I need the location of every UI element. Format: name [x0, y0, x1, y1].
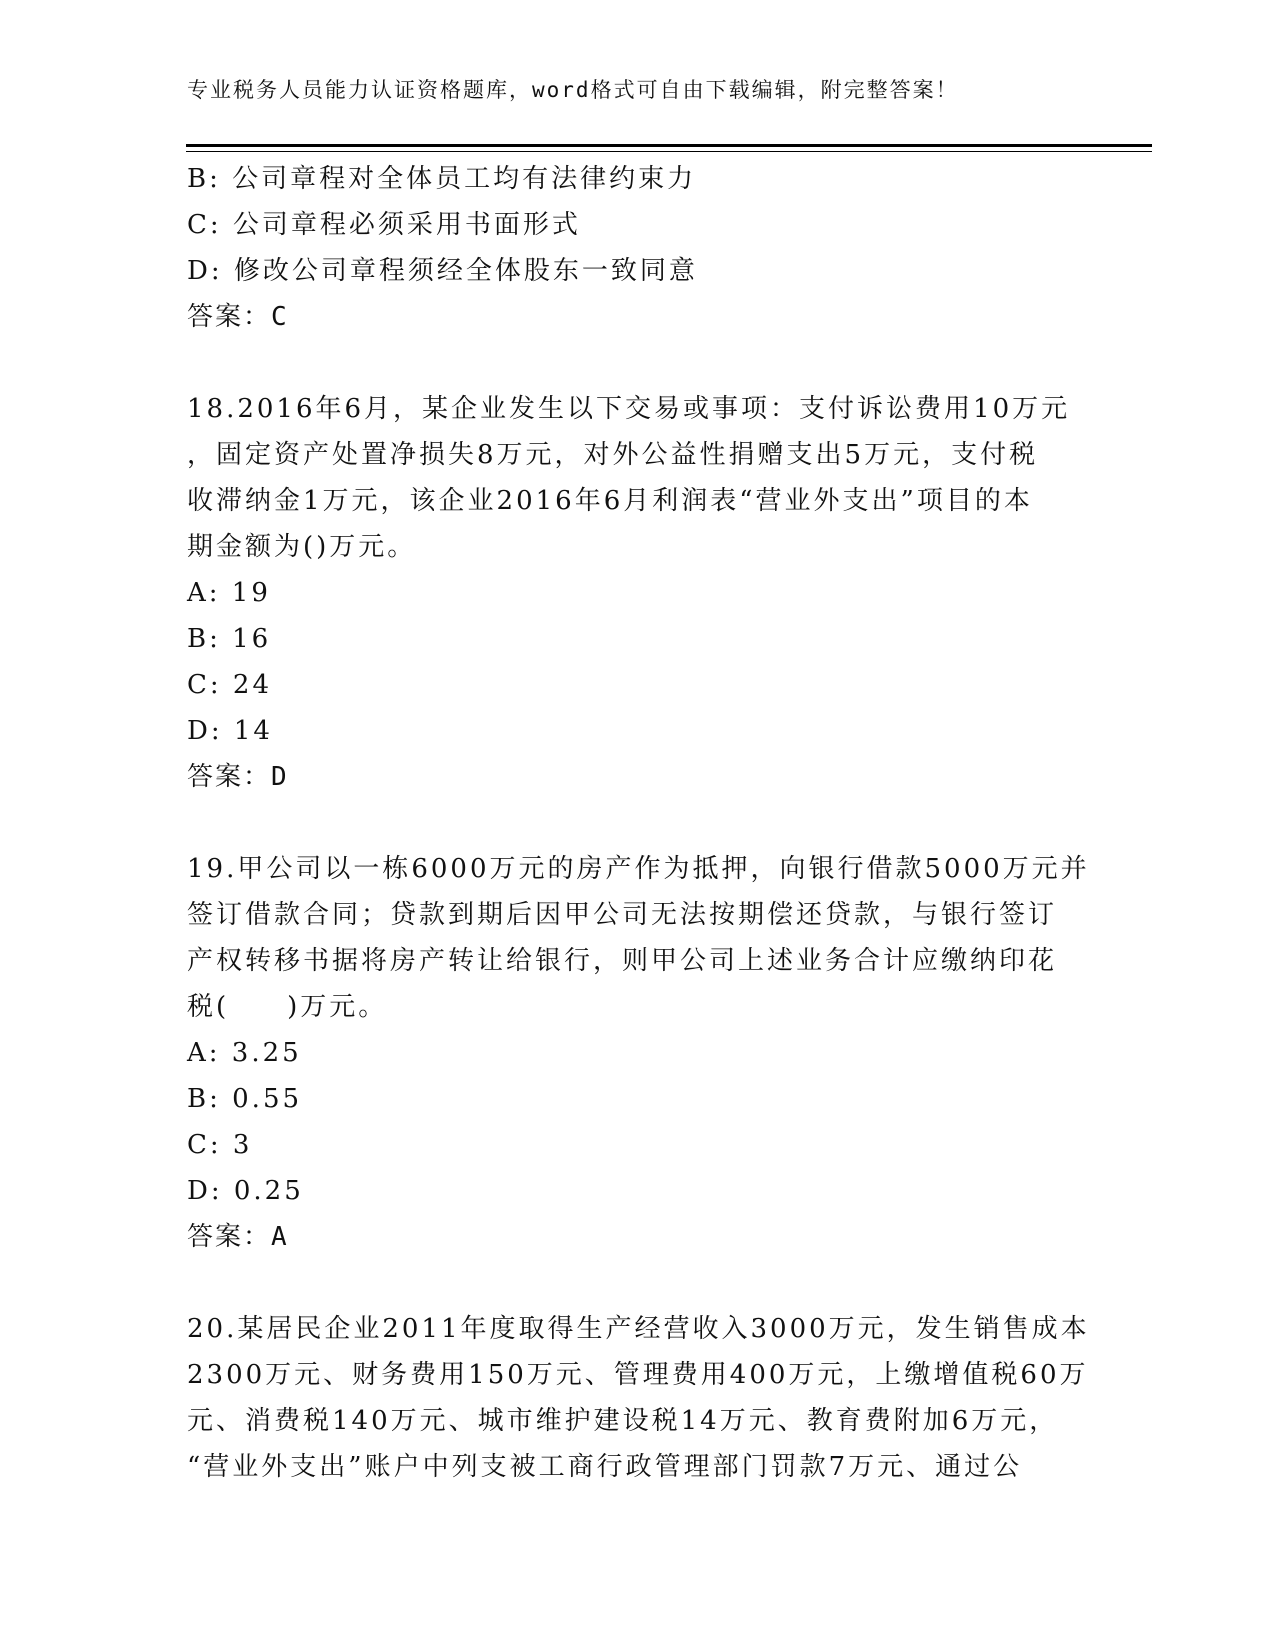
question-text-line: 税( )万元。 — [187, 992, 388, 1022]
question-text-line: 2300万元、财务费用150万元、管理费用400万元，上缴增值税60万 — [187, 1360, 1089, 1390]
question-text-line: 元、消费税140万元、城市维护建设税14万元、教育费附加6万元， — [187, 1406, 1059, 1436]
option-b: B: 0.55 — [187, 1084, 303, 1114]
answer-line: 答案：C — [187, 302, 289, 332]
question-content — [187, 156, 1090, 1490]
answer-line: 答案：A — [187, 1222, 289, 1252]
option-c: C: 24 — [187, 670, 273, 700]
question-text-line: 签订借款合同；贷款到期后因甲公司无法按期偿还贷款，与银行签订 — [187, 900, 1058, 930]
option-d: D: 0.25 — [187, 1176, 304, 1206]
question-18 — [187, 386, 1087, 800]
question-text-line: 产权转移书据将房产转让给银行，则甲公司上述业务合计应缴纳印花 — [187, 946, 1058, 976]
header-rule-thin — [186, 151, 1152, 152]
question-text-line: 收滞纳金1万元，该企业2016年6月利润表“营业外支出”项目的本 — [187, 486, 1033, 516]
question-20 — [187, 1306, 1090, 1490]
question-17-continuation — [187, 156, 1087, 340]
option-c: C: 公司章程必须采用书面形式 — [187, 210, 581, 240]
option-c: C: 3 — [187, 1130, 253, 1160]
option-b: B: 公司章程对全体员工均有法律约束力 — [187, 164, 697, 194]
option-d: D: 14 — [187, 716, 273, 746]
option-a: A: 19 — [187, 578, 271, 608]
page-header: 专业税务人员能力认证资格题库，word格式可自由下载编辑，附完整答案！ — [187, 78, 959, 102]
question-19 — [187, 846, 1090, 1260]
option-b: B: 16 — [187, 624, 272, 654]
question-text-line: 18.2016年6月，某企业发生以下交易或事项：支付诉讼费用10万元 — [187, 394, 1071, 424]
spacer — [187, 1260, 1087, 1306]
question-text-line: “营业外支出”账户中列支被工商行政管理部门罚款7万元、通过公 — [187, 1452, 1023, 1482]
header-rule-thick — [186, 144, 1152, 147]
question-text-line: 20.某居民企业2011年度取得生产经营收入3000万元，发生销售成本 — [187, 1314, 1090, 1344]
question-text-line: 期金额为()万元。 — [187, 532, 417, 562]
answer-line: 答案：D — [187, 762, 289, 792]
question-text-line: ，固定资产处置净损失8万元，对外公益性捐赠支出5万元，支付税 — [187, 440, 1039, 470]
option-d: D: 修改公司章程须经全体股东一致同意 — [187, 256, 698, 286]
spacer — [187, 800, 1087, 846]
spacer — [187, 340, 1087, 386]
question-text-line: 19.甲公司以一栋6000万元的房产作为抵押，向银行借款5000万元并 — [187, 854, 1090, 884]
option-a: A: 3.25 — [187, 1038, 302, 1068]
